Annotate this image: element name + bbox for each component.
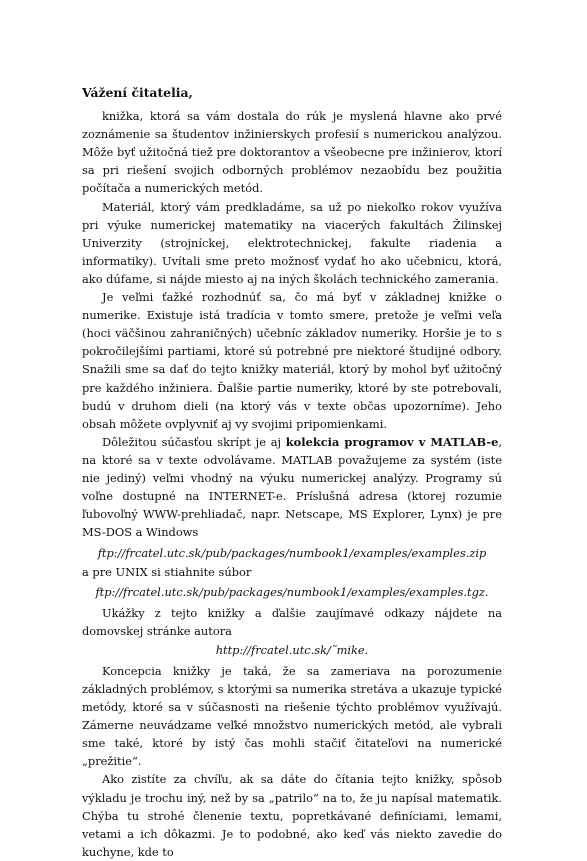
letter-page: [82, 84, 502, 861]
url-zip: ftp://frcatel.utc.sk/pub/packages/numbook1/examples/examples.zip: [97, 546, 487, 561]
letter-greeting: Vážení čitatelia,: [82, 85, 193, 100]
paragraph-matlab-rest: , na ktoré sa v texte odvolávame. MATLAB považujeme za systém (iste nie jediný) veľmi vhodný na výuku numerickej analýzy. Programy sú voľne dostupné na INTERNET-e. Príslušná adresa (ktorej rozumie ľubovoľný WWW-prehliadač, napr. Netscape, MS Explorer, Lynx) je pre MS-DOS a Windows: [82, 434, 502, 540]
paragraph-style: Ako zistíte za chvíľu, ak sa dáte do čítania tejto knižky, spôsob výkladu je trochu iný, než by sa „patrilo“ na to, že ju napísal matematik. Chýba tu strohé členenie textu, popretkávané definíciami, lemami, vetami a ich dôkazmi. Je to podobné, ako keď vás niekto zavedie do kuchyne, kde to: [82, 772, 502, 859]
paragraph-decision: Je veľmi ťažké rozhodnúť sa, čo má byť v základnej knižke o numerike. Existuje istá tradícia v tomto smere, pretože je veľmi veľa (hoci väčšinou zahraničných) učebníc základov numeriky. Horšie je to s pokročilejšími partiami, ktoré sú potrebné pre niektoré študijné odbory. Snažili sme sa dať do tejto knižky materiál, ktorý by mohol byť užitočný pre každého inžiniera. Ďalšie partie numeriky, ktoré by ste potrebovali, budú v druhom dieli (na ktorý vás v texte občas upozorníme). Jeho obsah môžete ovplyvniť aj vy svojimi pripomienkami.: [82, 290, 502, 431]
paragraph-concept: Koncepcia knižky je taká, že sa zameriava na porozumenie základných problémov, s ktorými sa numerika stretáva a ukazuje typické metódy, ktoré sa v súčasnosti na riešenie týchto problémov využívajú. Zámerne neuvádzame veľké množstvo numerických metód, ale vybrali sme také, ktoré by istý čas mohli stačiť čitateľovi na numerické „prežitie“.: [82, 663, 502, 769]
paragraph-homepage: Ukážky z tejto knižky a ďalšie zaujímavé odkazy nájdete na domovskej stránke autora: [82, 605, 502, 638]
paragraph-matlab: [82, 433, 502, 542]
paragraph-intro: knižka, ktorá sa vám dostala do rúk je myslená hlavne ako prvé zoznámenie sa študentov inžinierskych profesií s numerickou analýzou. Môže byť užitočná tiež pre doktorantov a všeobecne pre inžinierov, ktorí sa pri riešení svojich odborných problémov nezaobídu bez použitia počítača a numerických metód.: [82, 109, 502, 196]
url-home: http://frcatel.utc.sk/˜mike.: [215, 642, 369, 657]
paragraph-material: Materiál, ktorý vám predkladáme, sa už po niekoľko rokov využíva pri výuke numerickej matematiky na viacerých fakultách Žilinskej Univerzity (strojníckej, elektrotechnickej, fakulte riadenia a informatiky). Uvítali sme preto možnosť vydať ho ako učebnicu, ktorá, ako dúfame, si nájde miesto aj na iných školách technického zamerania.: [82, 199, 502, 286]
unix-line: a pre UNIX si stiahnite súbor: [82, 565, 252, 580]
paragraph-matlab-lead: Dôležitou súčasťou skrípt je aj: [102, 434, 286, 449]
url-tgz: ftp://frcatel.utc.sk/pub/packages/numbook1/examples/examples.tgz.: [95, 584, 489, 599]
matlab-collection-emphasis: kolekcia programov v MATLAB-e: [285, 434, 499, 449]
